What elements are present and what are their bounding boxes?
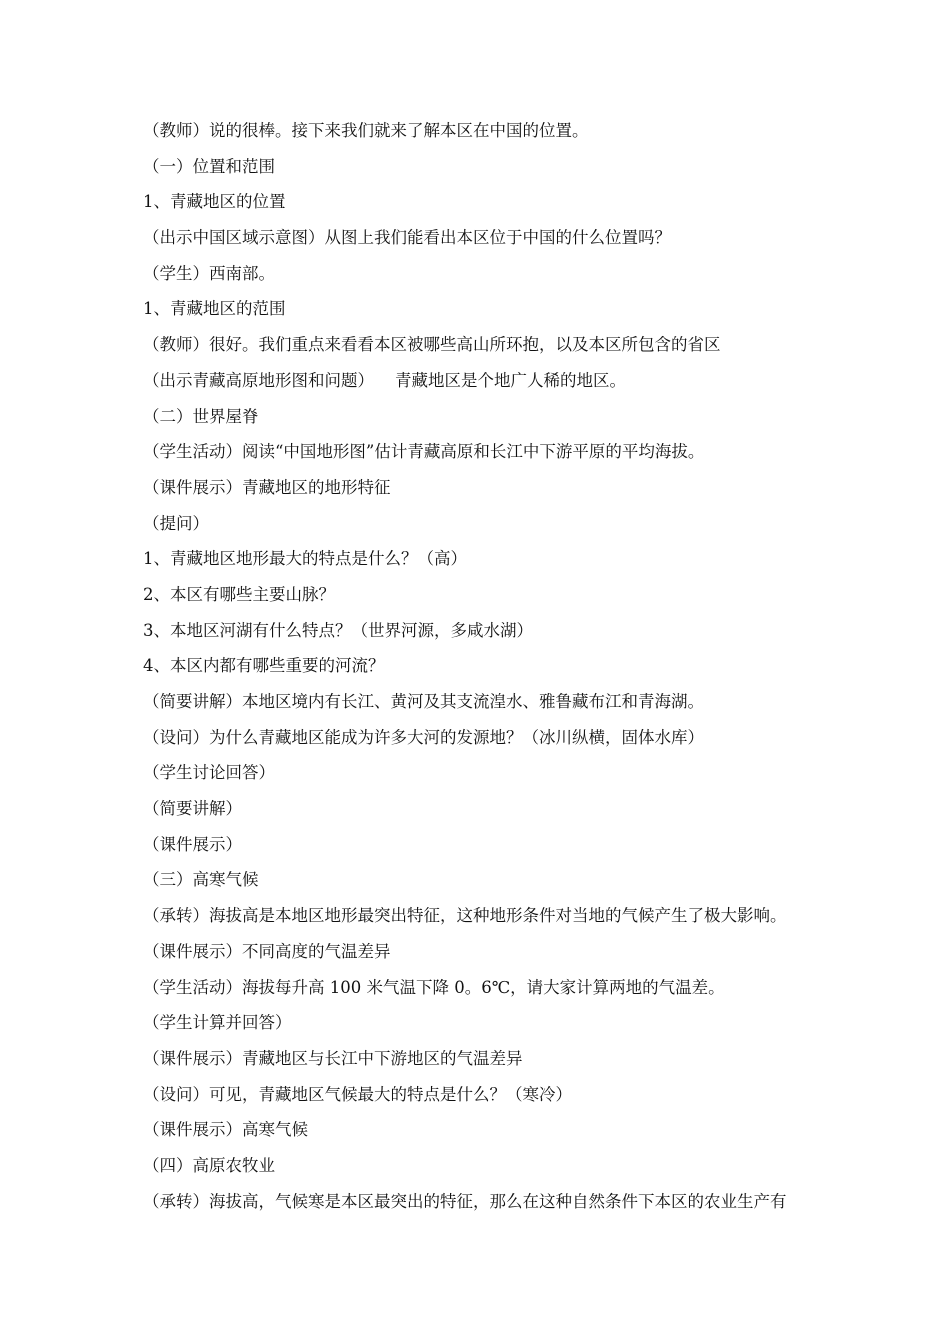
text-line: （教师）很好。我们重点来看看本区被哪些高山所环抱，以及本区所包含的省区 — [143, 335, 721, 355]
question-item: 2、本区有哪些主要山脉？ — [143, 584, 335, 604]
text-line: （学生活动）阅读“中国地形图”估计青藏高原和长江中下游平原的平均海拔。 — [143, 442, 705, 462]
question-item: 1、青藏地区地形最大的特点是什么？（高） — [143, 549, 467, 569]
text-line: （课件展示）青藏地区与长江中下游地区的气温差异 — [143, 1048, 523, 1068]
text-line: （出示中国区域示意图）从图上我们能看出本区位于中国的什么位置吗？ — [143, 228, 671, 248]
text-line: （承转）海拔高，气候寒是本区最突出的特征，那么在这种自然条件下本区的农业生产有 — [143, 1191, 787, 1211]
section-heading: （二）世界屋脊 — [143, 406, 259, 426]
text-line: （设问）可见，青藏地区气候最大的特点是什么？（寒冷） — [143, 1084, 572, 1104]
section-heading: （四）高原农牧业 — [143, 1155, 275, 1175]
text-line: （简要讲解）本地区境内有长江、黄河及其支流湟水、雅鲁藏布江和青海湖。 — [143, 692, 704, 711]
section-heading: （一）位置和范围 — [143, 156, 275, 176]
section-heading: （三）高寒气候 — [143, 870, 259, 890]
subsection-heading: 1、青藏地区的位置 — [143, 192, 286, 212]
text-line: （学生）西南部。 — [143, 263, 275, 283]
text-line: （学生计算并回答） — [143, 1013, 292, 1033]
text-line: （课件展示）高寒气候 — [143, 1120, 308, 1140]
text-line: （课件展示）青藏地区的地形特征 — [143, 477, 391, 497]
text-line: （学生讨论回答） — [143, 763, 275, 783]
text-line: （提问） — [143, 513, 209, 533]
text-line: （承转）海拔高是本地区地形最突出特征，这种地形条件对当地的气候产生了极大影响。 — [143, 906, 787, 926]
text-line: （教师）说的很棒。接下来我们就来了解本区在中国的位置。 — [143, 121, 589, 140]
text-line: （简要讲解） — [143, 799, 242, 819]
text-line: （课件展示）不同高度的气温差异 — [143, 941, 391, 961]
text-line: （课件展示） — [143, 834, 242, 854]
document-body — [143, 117, 843, 1223]
text-line: （学生活动）海拔每升高 100 米气温下降 0。6℃，请大家计算两地的气温差。 — [143, 977, 725, 997]
question-item: 3、本地区河湖有什么特点？（世界河源，多咸水湖） — [143, 620, 533, 640]
question-item: 4、本区内都有哪些重要的河流？ — [143, 656, 385, 676]
text-line: （出示青藏高原地形图和问题） 青藏地区是个地广人稀的地区。 — [143, 370, 626, 390]
subsection-heading: 1、青藏地区的范围 — [143, 299, 286, 319]
text-line: （设问）为什么青藏地区能成为许多大河的发源地？（冰川纵横，固体水库） — [143, 727, 704, 747]
